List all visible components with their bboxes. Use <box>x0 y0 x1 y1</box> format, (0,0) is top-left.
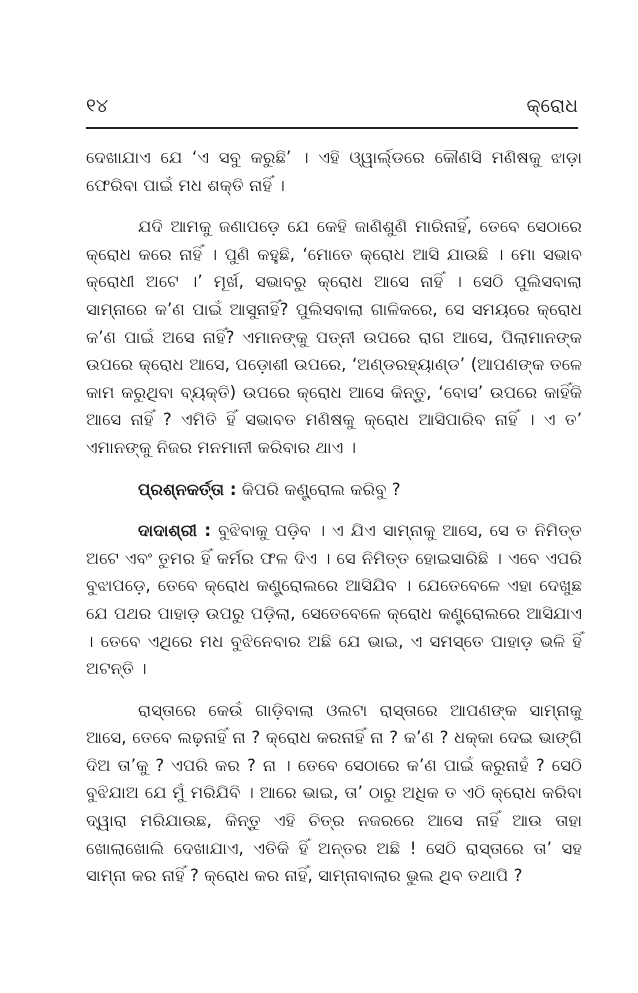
answer-paragraph <box>86 517 582 683</box>
page-body <box>86 144 582 904</box>
header-rule <box>86 127 578 129</box>
question-paragraph <box>86 476 582 504</box>
paragraph: ଯଦି ଆମକୁ ଜଣାପଡ଼େ ଯେ କେହି ଜାଣିଶୁଣି ମାରିନାହିଁ, ତେବେ ସେଠାରେ କ୍ରୋଧ କରେ ନାହିଁ । ପୁଣି କହୁଛି, ‘ମୋତେ କ୍ରୋଧ ଆସି ଯାଉଛି । ମୋ ସଭାବ କ୍ରୋଧୀ ଅଟେ ।’ ମୂର୍ଖ, ସଭାବରୁ କ୍ରୋଧ ଆସେ ନାହିଁ । ସେଠି ପୁଲିସବାଲା ସାମ୍ନାରେ କ’ଣ ପାଇଁ ଆସୁନାହିଁ? ପୁଲିସବାଲା ଗାଳିକରେ, ସେ ସମୟରେ କ୍ରୋଧ କ’ଣ ପାଇଁ ଅସେ ନାହିଁ? ଏମାନଙ୍କୁ ପତ୍ନୀ ଉପରେ ରାଗ ଆସେ, ପିଲାମାନଙ୍କ ଉପରେ କ୍ରୋଧ ଆସେ, ପଡ଼ୋଶୀ ଉପରେ, ‘ଅଣ୍ଡରହ୍ୟାଣ୍ଡ’ (ଆପଣଙ୍କ ତଳେ କାମ କରୁଥିବା ବ୍ୟକ୍ତି) ଉପରେ କ୍ରୋଧ ଆସେ କିନ୍ତୁ, ‘ବୋସ’ ଉପରେ କାହିଁକି ଆସେ ନାହିଁ ? ଏମିତି ହିଁ ସଭାବତ ମଣିଷକୁ କ୍ରୋଧ ଆସିପାରିବ ନାହିଁ । ଏ ତ’ ଏମାନଙ୍କୁ ନିଜର ମନମାନୀ କରିବାର ଥାଏ । <box>86 217 582 457</box>
page-number: ୧୪ <box>86 95 109 117</box>
answer-text: ବୁଝିବାକୁ ପଡ଼ିବ । ଏ ଯିଏ ସାମ୍ନାକୁ ଆସେ, ସେ ତ ନିମିତ୍ତ ଅଟେ ଏବଂ ତୁମର ହିଁ କର୍ମର ଫଳ ଦିଏ । ସେ ନିମିତ୍ତ ହୋଇସାରିଛି । ଏବେ ଏପରି ବୁଝାପଡ଼େ, ତେବେ କ୍ରୋଧ କଣ୍ଟ୍ରୋଲରେ ଆସିଯିବ । ଯେତେବେଳେ ଏହା ଦେଖୁଛ ଯେ ପଥର ପାହାଡ଼ ଉପରୁ ପଡ଼ିଲା, ସେତେବେଳେ କ୍ରୋଧ କଣ୍ଟ୍ରୋଲରେ ଆସିଯାଏ । ତେବେ ଏଥିରେ ମଧ ବୁଝିନେବାର ଅଛି ଯେ ଭାଇ, ଏ ସମସ୍ତେ ପାହାଡ଼ ଭଳି ହିଁ ଅଟନ୍ତି । <box>86 521 583 679</box>
page-header <box>86 86 578 126</box>
paragraph: ରାସ୍ତାରେ କେଉଁ ଗାଡ଼ିବାଲା ଓଲଟା ରାସ୍ତାରେ ଆପଣଙ୍କ ସାମ୍ନାକୁ ଆସେ, ତେବେ ଲଢ଼ନାହିଁ ନା ? କ୍ରୋଧ କରନାହିଁ ନା ? କ’ଣ ? ଧକ୍କା ଦେଇ ଭାଙ୍ଗି ଦିଅ ତା’କୁ ? ଏପରି କର ? ନା । ତେବେ ସେଠାରେ କ’ଣ ପାଇଁ କରୁନାହଁ ? ସେଠି ବୁଝିଯାଅ ଯେ ମୁଁ ମରିଯିବି । ଆରେ ଭାଇ, ତା’ ଠାରୁ ଅଧିକ ତ ଏଠି କ୍ରୋଧ କରିବା ଦ୍ୱାରା ମରିଯାଉଛ, କିନ୍ତୁ ଏହି ଚିତ୍ର ନଜରରେ ଆସେ ନାହିଁ ଆଉ ତାହା ଖୋଲାଖୋଲି ଦେଖାଯାଏ, ଏତିକି ହିଁ ଅନ୍ତର ଅଛି ! ସେଠି ରାସ୍ତାରେ ତା’ ସହ ସାମ୍ନା କର ନାହିଁ ? କ୍ରୋଧ କର ନାହିଁ, ସାମ୍ନାବାଲାର ଭୁଲ ଥିବ ତଥାପି ? <box>86 700 582 886</box>
dadashri-label: ଦାଦାଶ୍ରୀ : <box>138 521 212 541</box>
questioner-label: ପ୍ରଶ୍ନକର୍ତ୍ତା : <box>138 479 237 499</box>
paragraph-continued: ଦେଖାଯାଏ ଯେ ‘ଏ ସବୁ କରୁଛି’ । ଏହି ଓ୍ୱାର୍ଲ୍ଡରେ କୌଣସି ମଣିଷକୁ ଝାଡ଼ା ଫେରିବା ପାଇଁ ମଧ ଶକ୍ତି ନାହିଁ । <box>86 148 582 195</box>
chapter-title: କ୍ରୋଧ <box>526 95 578 117</box>
question-text: କିପରି କଣ୍ଟ୍ରୋଲ କରିବୁ ? <box>236 479 401 499</box>
